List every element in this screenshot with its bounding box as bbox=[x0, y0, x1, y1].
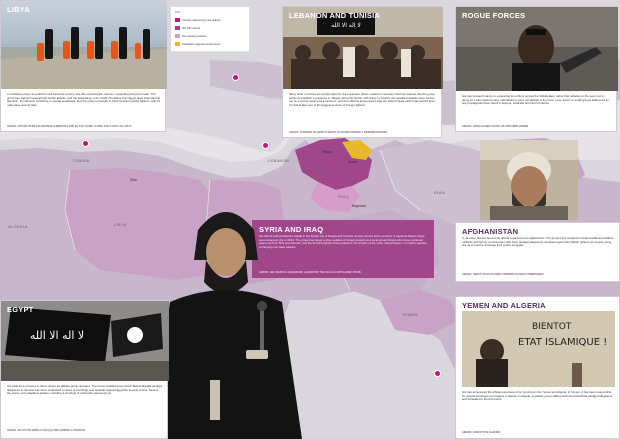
marker-libya bbox=[82, 140, 89, 147]
panel-yemen-algeria bbox=[455, 296, 620, 439]
panel-afghanistan bbox=[455, 222, 620, 282]
panel-caption-yemen-algeria: ABOVE: GRAFFITI IN ALGERIA bbox=[462, 431, 501, 434]
panel-body-rogue-forces: Isis has focused mainly on expanding its territory across the Middle East, rather than attacks on the west, but in doing so it has inspired many individuals to carry out attacks in its name. Lone actors or small groups influenced by Isis propaganda have struck in Europe, Australia and North America. bbox=[462, 94, 609, 106]
panel-title-libya: LIBYA bbox=[7, 5, 30, 14]
baghdadi-photo bbox=[150, 190, 302, 439]
legend-item: Kurdistan regional government bbox=[175, 42, 220, 46]
panel-body-egypt: Isis claimed a province in Sinai, where an affiliate group operates. The former jihadist group Ansar Beit al-Maqdis pledged allegiance to Isis and has since conducted a series of bombings and assaults against Egyptian security forces. Sinai is the scene of its deadliest attacks, including a bombing of a Russian passenger jet. bbox=[7, 384, 163, 396]
legend-item: Country affected by Isis activity bbox=[175, 18, 221, 22]
city-label-baghdad: Baghdad bbox=[352, 204, 366, 208]
panel-caption-libya: ABOVE: ISIS MILITANTS IN ORANGE JUMPSUITS AND BLACK GARB, ALONG THE COAST OF LIBYA bbox=[7, 125, 132, 128]
svg-text:ETAT ISLAMIQUE !: ETAT ISLAMIQUE ! bbox=[518, 337, 608, 348]
panel-caption-lebanon-tunisia: ABOVE: TUNISIAN ISLAMISTS SHOUT SLOGANS DURING A DEMONSTRATION bbox=[289, 131, 387, 134]
panel-title-syria-iraq: SYRIA AND IRAQ bbox=[259, 225, 324, 234]
city-label-mosul: Mosul bbox=[348, 160, 358, 164]
libya-photo bbox=[1, 1, 167, 89]
legend-item: Isis-causing attacks bbox=[175, 34, 206, 38]
panel-title-afghanistan: AFGHANISTAN bbox=[462, 227, 519, 236]
panel-rogue-forces bbox=[455, 6, 617, 132]
panel-body-afghanistan: In January, Isis announced its official expansion into Afghanistan. The group's first suspects include disaffected Taliban militants and former commanders who have pledged allegiance. Analysts argue that Taliban fighters are simply using Isis as a brand to leverage their power struggles. bbox=[462, 236, 614, 248]
marker-rogue bbox=[232, 74, 239, 81]
city-label-sirte: Sirte bbox=[130, 178, 137, 182]
svg-text:BIENTOT: BIENTOT bbox=[532, 322, 572, 332]
map-legend bbox=[170, 6, 250, 52]
panel-body-lebanon-tunisia: Many other countries are at high alert for Isis expansion plans. Lebanon's security chief has warned that the group wants to establish a presence in villages along the border with Syria. In Tunisia, the deadliest attacks were carried out on a tourist resort and a museum, and the militants announced it was the Islamic State which was behind them. Tunisia is also one of the biggest sources of foreign fighters. bbox=[289, 92, 437, 107]
panel-lebanon-tunisia bbox=[282, 6, 442, 138]
marker-lebanon bbox=[262, 142, 269, 149]
country-label-tunisia: TUNISIA bbox=[72, 158, 90, 163]
city-label-raqqa: Raqqa bbox=[322, 150, 332, 154]
panel-body-libya: In a lawless Libya, an anarchic and fractured country, Isis has exploited the vacuum, expanding along the coast. The group has claimed several high-profile attacks, and the beheading of 21 Coptic Christians from Egypt drew international attention. Its influence continues to spread southward, and the group is thought to hold several hundred fighters, with its main base around Sirte. bbox=[7, 92, 160, 107]
panel-caption-rogue-forces: ABOVE: RADICALISED YOUTH OF WESTERN ORIGIN bbox=[462, 125, 529, 128]
country-label-algeria: ALGERIA bbox=[8, 224, 28, 229]
afghanistan-photo bbox=[480, 140, 578, 220]
marker-yemen bbox=[434, 370, 441, 377]
panel-title-egypt: EGYPT bbox=[7, 305, 34, 314]
panel-title-yemen-algeria: YEMEN AND ALGERIA bbox=[462, 301, 546, 310]
yemen-algeria-photo bbox=[462, 311, 615, 387]
svg-text:لا اله الا الله: لا اله الا الله bbox=[331, 22, 361, 29]
panel-title-lebanon-tunisia: LEBANON AND TUNISIA bbox=[289, 11, 381, 20]
country-label-iran: IRAN bbox=[434, 190, 445, 195]
panel-caption-syria-iraq: ABOVE: ABU BAKR AL-BAGHDADI, LEADER OF THE SO-CALLED ISLAMIC STATE bbox=[259, 271, 361, 274]
svg-text:لا اله الا الله: لا اله الا الله bbox=[29, 329, 85, 342]
country-label-lebanon: LEBANON bbox=[268, 158, 290, 163]
panel-body-yemen-algeria: Isis has announced the official expansion of its 'provinces' into Yemen and Algeria. In Yemen, it has been responsible for suicide bombings of mosques in Sanaa. In Algeria, a splinter group calling itself Jund al-Khilafa pledged allegiance and beheaded a French tourist. bbox=[462, 390, 613, 402]
panel-libya bbox=[0, 0, 166, 132]
country-label-libya: LIBYA bbox=[114, 222, 127, 227]
country-label-syria: SYRIA bbox=[312, 168, 326, 173]
panel-title-rogue-forces: ROGUE FORCES bbox=[462, 11, 526, 20]
panel-body-syria-iraq: Isis has its self-proclaimed capital in the Syrian city of Raqqa and controls territory across both countries. It captured Mosul, Iraq's second-largest city, in 2014. The group has faced a wide coalition of foreign powers and local ground forces who have reclaimed towns such as Tikrit and Ramadi, and the Kurdish fighters have pushed it out of parts of the north. Nevertheless, it remains capable of carrying out major attacks. bbox=[259, 234, 427, 249]
country-label-yemen: YEMEN bbox=[402, 312, 418, 317]
panel-caption-egypt: ABOVE: BLACK ISLAMIST FLAGS FLYING DURING A PROTEST bbox=[7, 429, 86, 432]
panel-egypt bbox=[0, 300, 168, 439]
panel-caption-afghanistan: ABOVE: ABDUL RAUF KHADIM, FORMER TALIBAN COMMANDER bbox=[462, 273, 544, 276]
country-label-iraq: IRAQ bbox=[338, 194, 349, 199]
legend-key-label: KEY bbox=[175, 10, 181, 14]
legend-item: Isis-full control bbox=[175, 26, 200, 30]
